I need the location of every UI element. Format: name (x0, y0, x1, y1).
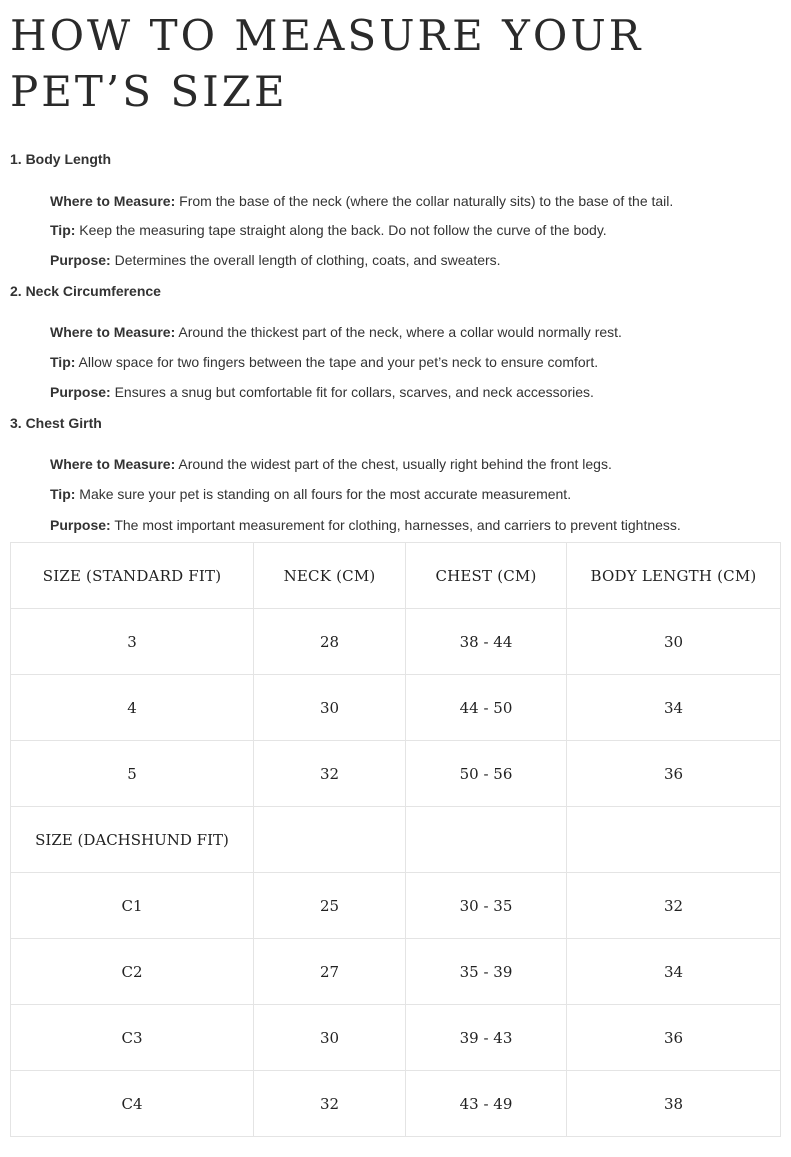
body-length-cell: 34 (567, 675, 781, 741)
size-cell: C2 (11, 939, 254, 1005)
empty-cell (406, 807, 567, 873)
neck-cell: 32 (254, 741, 406, 807)
purpose-body-length: Purpose: Determines the overall length of clothing, coats, and sweaters. (50, 252, 501, 268)
size-cell: 3 (11, 609, 254, 675)
size-cell: 5 (11, 741, 254, 807)
header-chest: CHEST (CM) (406, 543, 567, 609)
table-row (11, 741, 781, 807)
dachshund-subheader-row (11, 807, 781, 873)
neck-cell: 25 (254, 873, 406, 939)
neck-cell: 28 (254, 609, 406, 675)
tip-body-length: Tip: Keep the measuring tape straight along the back. Do not follow the curve of the body. (50, 222, 607, 238)
where-to-measure-chest: Where to Measure: Around the widest part of the chest, usually right behind the front legs. (50, 456, 612, 472)
where-to-measure-neck: Where to Measure: Around the thickest part of the neck, where a collar would normally rest. (50, 324, 622, 340)
where-to-measure-body-length: Where to Measure: From the base of the neck (where the collar naturally sits) to the base of the tail. (50, 193, 674, 209)
purpose-chest: Purpose: The most important measurement for clothing, harnesses, and carriers to prevent tightness. (50, 517, 681, 533)
chest-cell: 30 - 35 (406, 873, 567, 939)
section-heading-chest-girth: 3. Chest Girth (10, 415, 102, 431)
chest-cell: 38 - 44 (406, 609, 567, 675)
table-row (11, 1071, 781, 1137)
header-size-standard: SIZE (STANDARD FIT) (11, 543, 254, 609)
tip-neck: Tip: Allow space for two fingers between the tape and your pet’s neck to ensure comfort. (50, 354, 599, 370)
body-length-cell: 30 (567, 609, 781, 675)
body-length-cell: 36 (567, 741, 781, 807)
table-row (11, 675, 781, 741)
neck-cell: 30 (254, 675, 406, 741)
table-header-row (11, 543, 781, 609)
size-cell: C3 (11, 1005, 254, 1071)
dachshund-fit-label: SIZE (DACHSHUND FIT) (11, 807, 254, 873)
body-length-cell: 38 (567, 1071, 781, 1137)
section-heading-neck-circumference: 2. Neck Circumference (10, 283, 161, 299)
tip-chest: Tip: Make sure your pet is standing on all fours for the most accurate measurement. (50, 486, 572, 502)
header-body-length: BODY LENGTH (CM) (567, 543, 781, 609)
body-length-cell: 32 (567, 873, 781, 939)
table-row (11, 1005, 781, 1071)
body-length-cell: 36 (567, 1005, 781, 1071)
header-neck: NECK (CM) (254, 543, 406, 609)
chest-cell: 43 - 49 (406, 1071, 567, 1137)
neck-cell: 32 (254, 1071, 406, 1137)
size-cell: C4 (11, 1071, 254, 1137)
table-row (11, 873, 781, 939)
section-heading-body-length: 1. Body Length (10, 151, 112, 167)
size-cell: C1 (11, 873, 254, 939)
neck-cell: 27 (254, 939, 406, 1005)
table-row (11, 939, 781, 1005)
table-row (11, 609, 781, 675)
empty-cell (567, 807, 781, 873)
size-chart-table (10, 542, 781, 1137)
chest-cell: 50 - 56 (406, 741, 567, 807)
chest-cell: 39 - 43 (406, 1005, 567, 1071)
page-title: HOW TO MEASURE YOUR PET’S SIZE (10, 11, 644, 116)
body-length-cell: 34 (567, 939, 781, 1005)
size-cell: 4 (11, 675, 254, 741)
purpose-neck: Purpose: Ensures a snug but comfortable fit for collars, scarves, and neck accessories. (50, 384, 594, 400)
chest-cell: 44 - 50 (406, 675, 567, 741)
empty-cell (254, 807, 406, 873)
chest-cell: 35 - 39 (406, 939, 567, 1005)
neck-cell: 30 (254, 1005, 406, 1071)
